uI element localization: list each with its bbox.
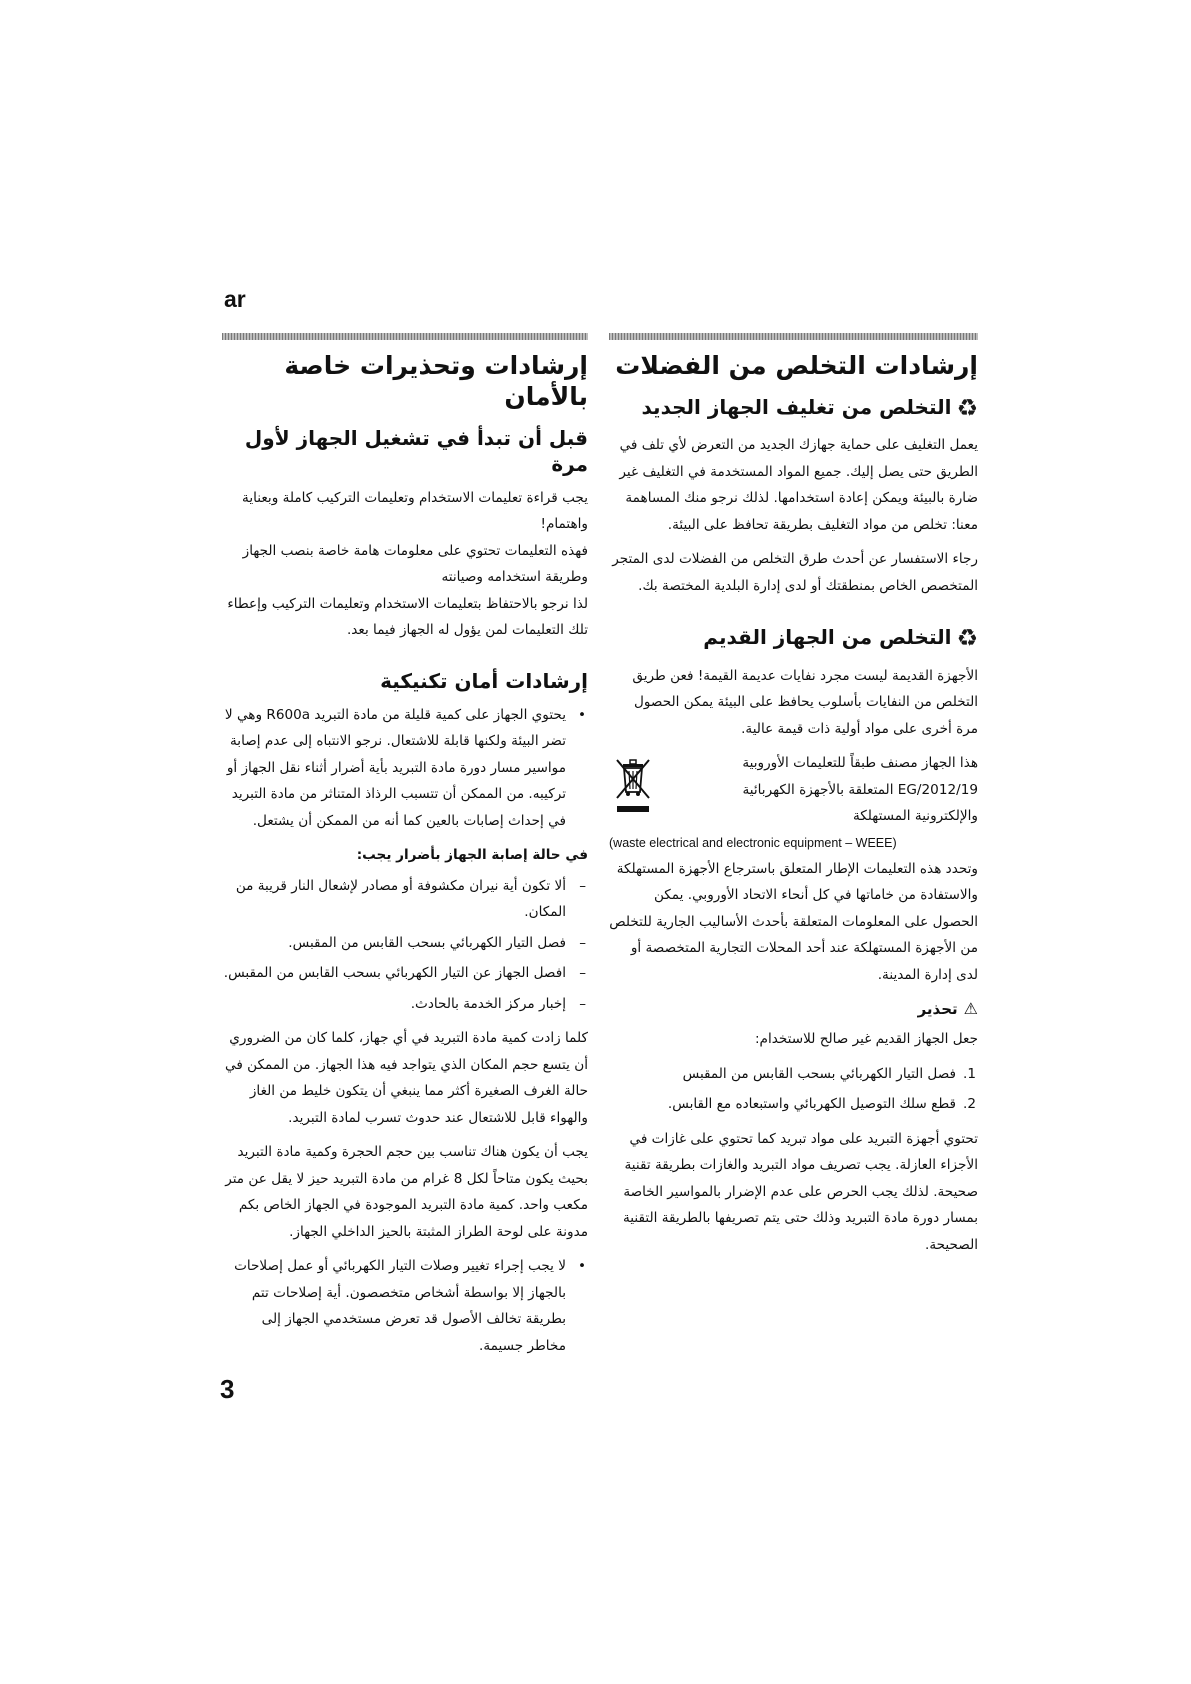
recycle-icon: ♻ [956, 624, 978, 653]
recycle-icon: ♻ [956, 394, 978, 423]
crossed-bin-icon [609, 750, 653, 822]
warning-triangle-icon: ⚠ [963, 999, 978, 1019]
list-item: 1. فصل التيار الكهربائي بسحب القابس من المقبس [682, 1065, 976, 1082]
damage-subheading: في حالة إصابة الجهاز بأضرار يجب: [356, 847, 588, 863]
weee-line: 2012/19/EG المتعلقة بالأجهزة الكهربائية [742, 781, 978, 798]
paragraph: يجب قراءة تعليمات الاستخدام وتعليمات التركيب كاملة وبعناية واهتمام! [242, 489, 588, 532]
packaging-paragraph: يعمل التغليف على حماية جهازك الجديد من التعرض لأي تلف في الطريق حتى يصل إليك. جميع المواد المستخدمة في التغليف غير ضارة بالبيئة ويمكن إعادة استخدامها. لذلك نرجو منك المساهمة معنا: تخلص من مواد التغليف بطريقة تحافظ على البيئة. [619, 437, 978, 533]
weee-notice [609, 750, 978, 830]
safety-column [222, 333, 588, 1367]
disposal-title: إرشادات التخلص من الفضلات [615, 351, 978, 380]
warning-steps [609, 1061, 978, 1118]
inquiry-paragraph: رجاء الاستفسار عن أحدث طرق التخلص من الفضلات لدى المتجر المتخصص الخاص بمنطقتك أو لدى إدارة البلدية المختصة بك. [612, 551, 978, 594]
page-number: 3 [220, 1374, 235, 1404]
warning-heading: ⚠تحذير [917, 999, 978, 1019]
paragraph: فهذه التعليمات تحتوي على معلومات هامة خاصة بنصب الجهاز وطريقة استخدامه وصيانته [242, 542, 588, 585]
safety-title: إرشادات وتحذيرات خاصة بالأمان [284, 351, 588, 412]
list-item: – إخبار مركز الخدمة بالحادث. [222, 991, 566, 1018]
list-item: – افصل الجهاز عن التيار الكهربائي بسحب القابس من المقبس. [222, 960, 566, 987]
damage-steps [222, 873, 588, 1018]
section-bar [222, 333, 588, 340]
paragraph: لذا نرجو بالاحتفاظ بتعليمات الاستخدام وتعليمات التركيب وإعطاء تلك التعليمات لمن يؤول له الجهاز فيما بعد. [227, 595, 588, 638]
before-first-use-heading: قبل أن تبدأ في تشغيل الجهاز لأول مرة [244, 425, 588, 476]
packaging-heading: ♻التخلص من تغليف الجهاز الجديد [641, 394, 978, 423]
safety-bullets [222, 1253, 588, 1359]
list-item: – ألا تكون أية نيران مكشوفة أو مصادر لإشعال النار قريبة من المكان. [222, 873, 566, 926]
technical-safety-heading: إرشادات أمان تكنيكية [380, 668, 588, 693]
list-item: • يحتوي الجهاز على كمية قليلة من مادة التبريد R600a وهي لا تضر البيئة ولكنها قابلة للاشتعال. نرجو الانتباه إلى عدم إصابة مواسير مسار دورة مادة التبريد بأية أضرار أثناء نقل الجهاز أو تركيبه. من الممكن أن تتسبب الرذاذ المتناثر من مادة التبريد في إحداث إصابات بالعين كما أنه من الممكن أن يشتعل. [222, 702, 566, 835]
section-bar [609, 333, 978, 340]
list-item: 2. قطع سلك التوصيل الكهربائي واستبعاده مع القابس. [667, 1096, 976, 1113]
warning-intro: جعل الجهاز القديم غير صالح للاستخدام: [754, 1031, 978, 1048]
room-size-paragraph: كلما زادت كمية مادة التبريد في أي جهاز، كلما كان من الضروري أن يتسع حجم المكان الذي يتواجد فيه هذا الجهاز. من الممكن في حالة الغرف الصغيرة أكثر مما ينبغي أن يتكون خليط من الغاز والهواء قابل للاشتعال عند حدوث تسرب لمادة التبريد. [225, 1030, 588, 1126]
list-item: – فصل التيار الكهربائي بسحب القابس من المقبس. [222, 930, 566, 957]
list-item: • لا يجب إجراء تغيير وصلات التيار الكهربائي أو عمل إصلاحات بالجهاز إلا بواسطة أشخاص متخصصون. أية إصلاحات تتم بطريقة تخالف الأصول قد تعرض مستخدمي الجهاز إلى مخاطر جسيمة. [222, 1253, 566, 1359]
old-appliance-heading: ♻التخلص من الجهاز القديم [703, 624, 978, 653]
old-appliance-paragraph: الأجهزة القديمة ليست مجرد نفايات عديمة القيمة! فعن طريق التخلص من النفايات بأسلوب يحافظ على البيئة يمكن الحصول مرة أخرى على مواد أولية ذات قيمة عالية. [632, 667, 978, 737]
safety-bullets [222, 702, 588, 835]
refrigerant-paragraph: تحتوي أجهزة التبريد على مواد تبريد كما تحتوي على غازات في الأجزاء العازلة. يجب تصريف مواد التبريد والغازات بطريقة تقنية صحيحة. لذلك يجب الحرص على عدم الإضرار بالمواسير الخاصة بمسار دورة مادة التبريد وذلك حتى يتم تصريفها بالطريقة التقنية الصحيحة. [623, 1130, 978, 1253]
ratio-paragraph: يجب أن يكون هناك تناسب بين حجم الحجرة وكمية مادة التبريد بحيث يكون متاحاً لكل 8 غرام من مادة التبريد حيز لا يقل عن متر مكعب واحد. كمية مادة التبريد الموجودة في الجهاز الخاص بكم مدونة على لوحة الطراز المثبتة بالحيز الداخلي الجهاز. [225, 1144, 588, 1240]
weee-english: (waste electrical and electronic equipment – WEEE) [609, 835, 897, 850]
weee-paragraph: وتحدد هذه التعليمات الإطار المتعلق باسترجاع الأجهزة المستهلكة والاستفادة من خاماتها في كل أنحاء الاتحاد الأوروبي. يمكن الحصول على المعلومات المتعلقة بأحدث الأساليب الجارية للتخلص من الأجهزة المستهلكة عند أحد المحلات التجارية المتخصصة أو لدى إدارة المدينة. [609, 860, 978, 983]
disposal-column [609, 333, 978, 1266]
language-code: ar [224, 286, 246, 312]
weee-line: هذا الجهاز مصنف طبقاً للتعليمات الأوروبية [742, 755, 978, 772]
weee-line: والإلكترونية المستهلكة [853, 808, 978, 825]
